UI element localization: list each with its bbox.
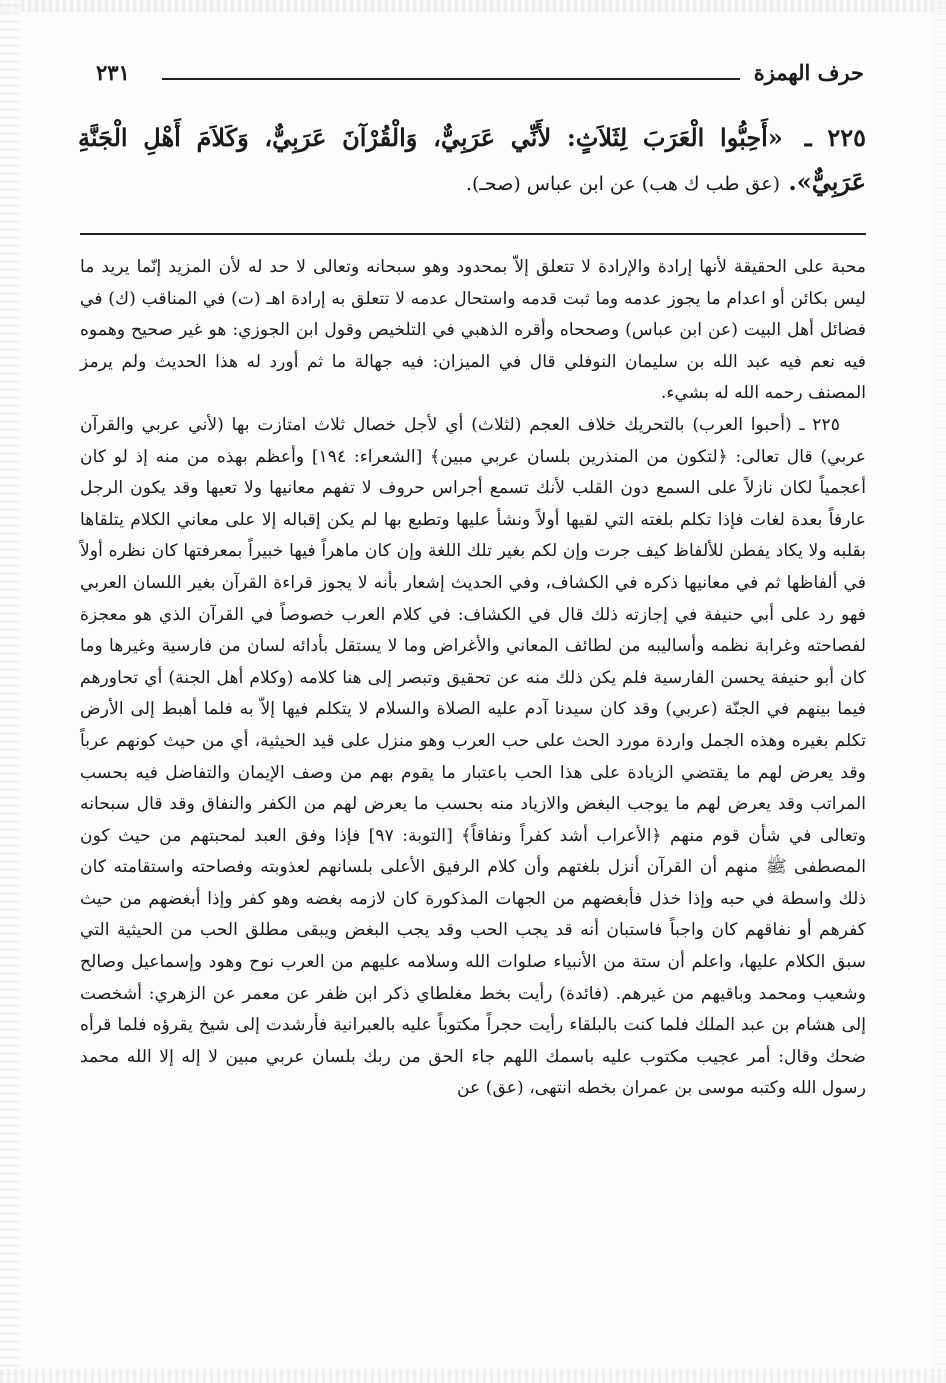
hadith-number: ٢٢٥ ـ <box>804 123 866 152</box>
footnote-divider <box>80 233 866 235</box>
commentary-paragraph-continued: محبة على الحقيقة لأنها إرادة والإرادة لا تتعلق إلاّ بمحدود وهو سبحانه وتعالى لا حد له لأن المزيد إنّما يريد ما ليس بكائن أو اعدام ما يجوز عدمه وما ثبت قدمه واستحال عدمه لا تتعلق به إرادة اهـ (ت) في المناقب (ك) في فضائل أهل البيت (عن ابن عباس) وصححاه وأقره الذهبي في التلخيص وقول ابن الجوزي: هو غير صحيح وهموه فيه نعم فيه عبد الله بن سليمان النوفلي قال في الميزان: فيه جهالة ما ثم أورد له هذا الحديث ولم يرمز المصنف رحمه الله له بشيء. <box>80 257 866 404</box>
hadith-text: «أَحِبُّوا الْعَرَبَ لِثَلاَثٍ: لأَنِّي عَرَبِيٌّ، وَالْقُرْآنَ عَرَبِيٌّ، وَكَلاَمَ أَهْلِ الْجَنَّةِ عَرَبِيٌّ». <box>78 123 866 196</box>
commentary-paragraph-225: ٢٢٥ ـ (أحبوا العرب) بالتحريك خلاف العجم (لثلاث) أي لأجل خصال ثلاث امتازت بها (لأني عربي والقرآن عربي) قال تعالى: ﴿لتكون من المنذرين بلسان عربي مبين﴾ [الشعراء: ١٩٤] وأعظم بهذه من منه إذ لو كان أعجمياً لكان نازلاً على السمع دون القلب لأنك تسمع أجراس حروف لا تفهم معانيها ولا تعيها وقد يكون الرجل عارفاً بعدة لغات فإذا تكلم بلغته التي لقيها أولاً ونشأ عليها وتطبع بها لم يكن إقباله إلا على معاني الكلام يتلقاها بقلبه ولا يكاد يفطن للألفاظ كيف جرت وإن لكم بغير تلك اللغة وإن كان ماهراً فيها خبيراً بمعرفتها كان نظره أولاً في ألفاظها ثم في معانيها ذكره في الكشاف، وفي الحديث إشعار بأنه لا يجوز قراءة القرآن بغير اللسان العربي فهو رد على أبي حنيفة في إجازته ذلك قال في الكشاف: في كلام العرب خصوصاً في القرآن الذي هو معجزة لفصاحته وغرابة نظمه وأساليبه من لطائف المعاني والأغراض وما لا يستقل بأدائه لسان من فارسية وغيرها وما كان أبو حنيفة يحسن الفارسية فلم يكن ذلك منه عن تحقيق وتبصر إلى هنا كلامه (وكلام أهل الجنة) أي تحاورهم فيما بينهم في الجنّة (عربي) وقد كان سيدنا آدم عليه الصلاة والسلام لا يتكلم فيها إلاّ به فلما أهبط إلى الأرض تكلم بغيره وهذه الجمل واردة مورد الحث على حب العرب وهو منزل على قيد الحيثية، أي من حيث كونهم عرباً وقد يعرض لهم ما يقتضي الزيادة على هذا الحب باعتبار ما يقوم بهم من وصف الإيمان والتفاضل فيه بحسب المراتب وقد يعرض لهم ما يوجب البغض والازياد منه بحسب ما يعرض لهم من الكفر والنفاق وقد قال سبحانه وتعالى في شأن قوم منهم ﴿الأعراب أشد كفراً ونفاقاً﴾ [التوبة: ٩٧] فإذا وفق العبد لمحبتهم من حيث كون المصطفى ﷺ منهم أن القرآن أنزل بلغتهم وأن كلام الرفيق الأعلى بلسانهم لعذوبته وفصاحته واستقامته كان ذلك واسطة في حبه وإذا خذل فأبغضهم من الجهات المذكورة كان لازمه بغضه وهو كفر وإذا أبغضهم من حيث كفرهم أو نفاقهم كان واجباً فاستبان أنه قد يجب الحب وقد يجب البغض ويبقى مطلق الحب من الحيثية التي سبق الكلام عليها، واعلم أن ستة من الأنبياء صلوات الله وسلامه عليهم من العرب نوح وهود وإسماعيل وصالح وشعيب ومحمد وباقيهم من غيرهم. (فائدة) رأيت بخط مغلطاي ذكر ابن ظفر عن معمر عن الزهري: أشخصت إلى هشام بن عبد الملك فلما كنت بالبلقاء رأيت حجراً مكتوباً عليه بالعبرانية فأرشدت إلى شيخ يقرؤه فلما قرأه ضحك وقال: أمر عجيب مكتوب عليه باسمك اللهم جاء الحق من ربك بلسان عربي مبين لا إله إلا الله محمد رسول الله وكتبه موسى بن عمران بخطه انتهى، (عق) عن <box>80 414 866 1099</box>
hadith-source: (عق طب ك هب) عن ابن عباس (صحـ). <box>465 173 781 195</box>
hadith-text-block <box>78 116 866 206</box>
header-rule <box>162 78 740 80</box>
page-number: ٢٣١ <box>96 60 130 85</box>
scan-edge-right <box>932 0 946 1383</box>
scan-edge-top <box>0 0 946 12</box>
commentary-block <box>80 252 866 1105</box>
scan-edge-left <box>0 0 20 1383</box>
running-header <box>96 58 864 90</box>
scan-edge-bottom <box>0 1369 946 1383</box>
chapter-title: حرف الهمزة <box>753 60 864 85</box>
